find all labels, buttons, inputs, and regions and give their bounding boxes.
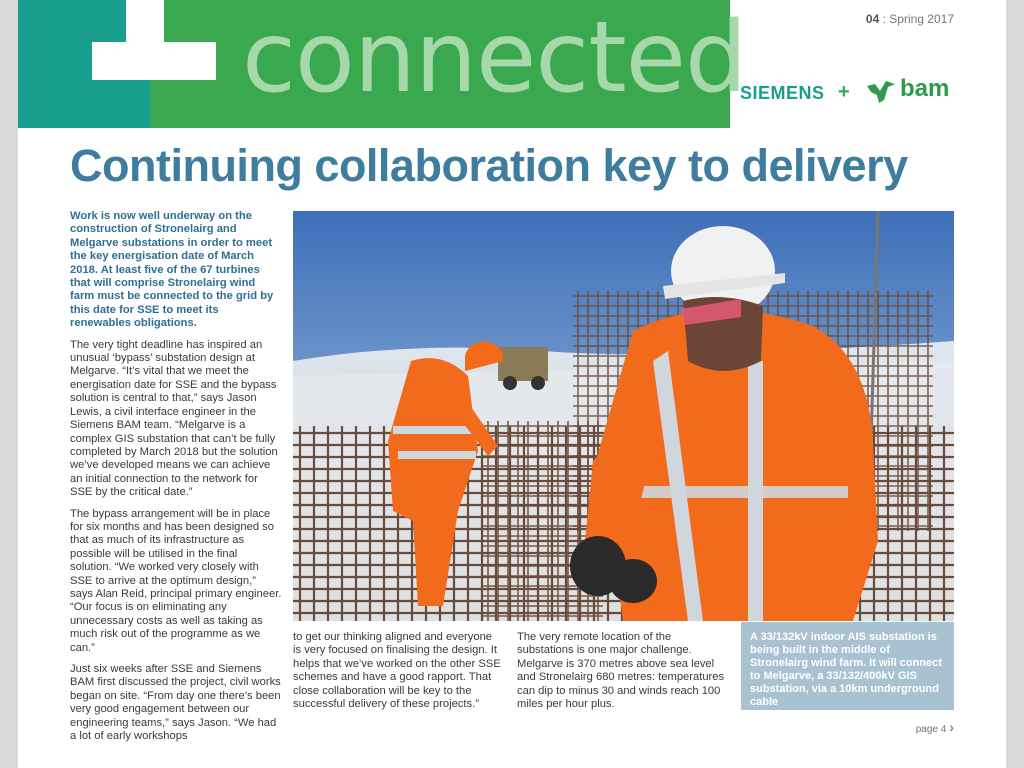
issue-info bbox=[866, 12, 954, 26]
article-lead: Work is now well underway on the construction of Stronelairg and Melgarve substations in order to meet the key energisation date of March 2018. At least five of the 67 turbines that will comprise Stronelairg wind farm must be connected to the grid by this date for SSE to meet its renewables obligations. bbox=[70, 210, 274, 330]
masthead-plus-icon-bar bbox=[92, 42, 216, 80]
logo-plus: + bbox=[838, 81, 850, 103]
issue-separator: : bbox=[882, 12, 886, 26]
article-paragraph: The very tight deadline has inspired an unusual ‘bypass’ substation design at Melgarve. “It’s vital that we meet the energisation date for SSE and the bypass solution is central to that,” says Jason Lewis, a civil interface engineer in the Siemens BAM team. “Melgarve is a complex GIS substation that can’t be fully completed by March 2018 but the solution we’ve developed means we can achieve an initial connection to the network for SSE by the critical date.” bbox=[70, 338, 278, 499]
article-paragraph: The very remote location of the substations is one major challenge. Melgarve is 370 metres above sea level and Stronelairg 680 metres: temperatures can dip to minus 30 and winds reach 100 miles per hour plus. bbox=[517, 631, 725, 711]
page-navigation[interactable] bbox=[916, 719, 954, 735]
article-paragraph: to get our thinking aligned and everyone is very focused on finalising the design. It helps that we’ve worked on the other SSE schemes and have a good rapport. That close collaboration will be key to the successful delivery of these projects.” bbox=[293, 631, 501, 711]
column-3 bbox=[517, 631, 729, 719]
article-paragraph: Just six weeks after SSE and Siemens BAM first discussed the project, civil works began on site. “From day one there’s been very good engagement between our engineering teams,” says Jason. “We had a lot of early workshops bbox=[70, 663, 281, 743]
masthead-title: connected bbox=[242, 1, 747, 115]
issue-season: Spring 2017 bbox=[889, 12, 954, 26]
bam-wordmark: bam bbox=[900, 75, 950, 102]
page-number: page 4 bbox=[915, 724, 947, 735]
column-1 bbox=[70, 210, 282, 751]
magazine-page bbox=[18, 0, 1006, 768]
siemens-logo: SIEMENS bbox=[740, 83, 825, 103]
issue-number: 04 bbox=[865, 12, 880, 26]
article-headline: Continuing collaboration key to delivery bbox=[70, 140, 908, 191]
bam-bird-icon bbox=[866, 80, 896, 104]
column-2 bbox=[293, 631, 503, 719]
workers-rebar-photo bbox=[293, 211, 954, 621]
photo-caption: A 33/132kV indoor AIS substation is being built in the middle of Stronelairg wind farm. It will connect to Melgarve, a 33/132/400kV GIS substation, via a 10km underground cable bbox=[741, 622, 954, 710]
article-paragraph: The bypass arrangement will be in place for six months and has been designed so that as much of its infrastructure as possible will be utilised in the final solution. “We worked very closely with SSE to arrive at the optimum design,” says Alan Reid, principal primary engineer. “Our focus is on eliminating any unnecessary costs as well as taking as much risk out of the programme as we can.” bbox=[70, 507, 282, 654]
article-photo bbox=[293, 211, 954, 621]
chevron-right-icon[interactable]: › bbox=[949, 719, 954, 735]
